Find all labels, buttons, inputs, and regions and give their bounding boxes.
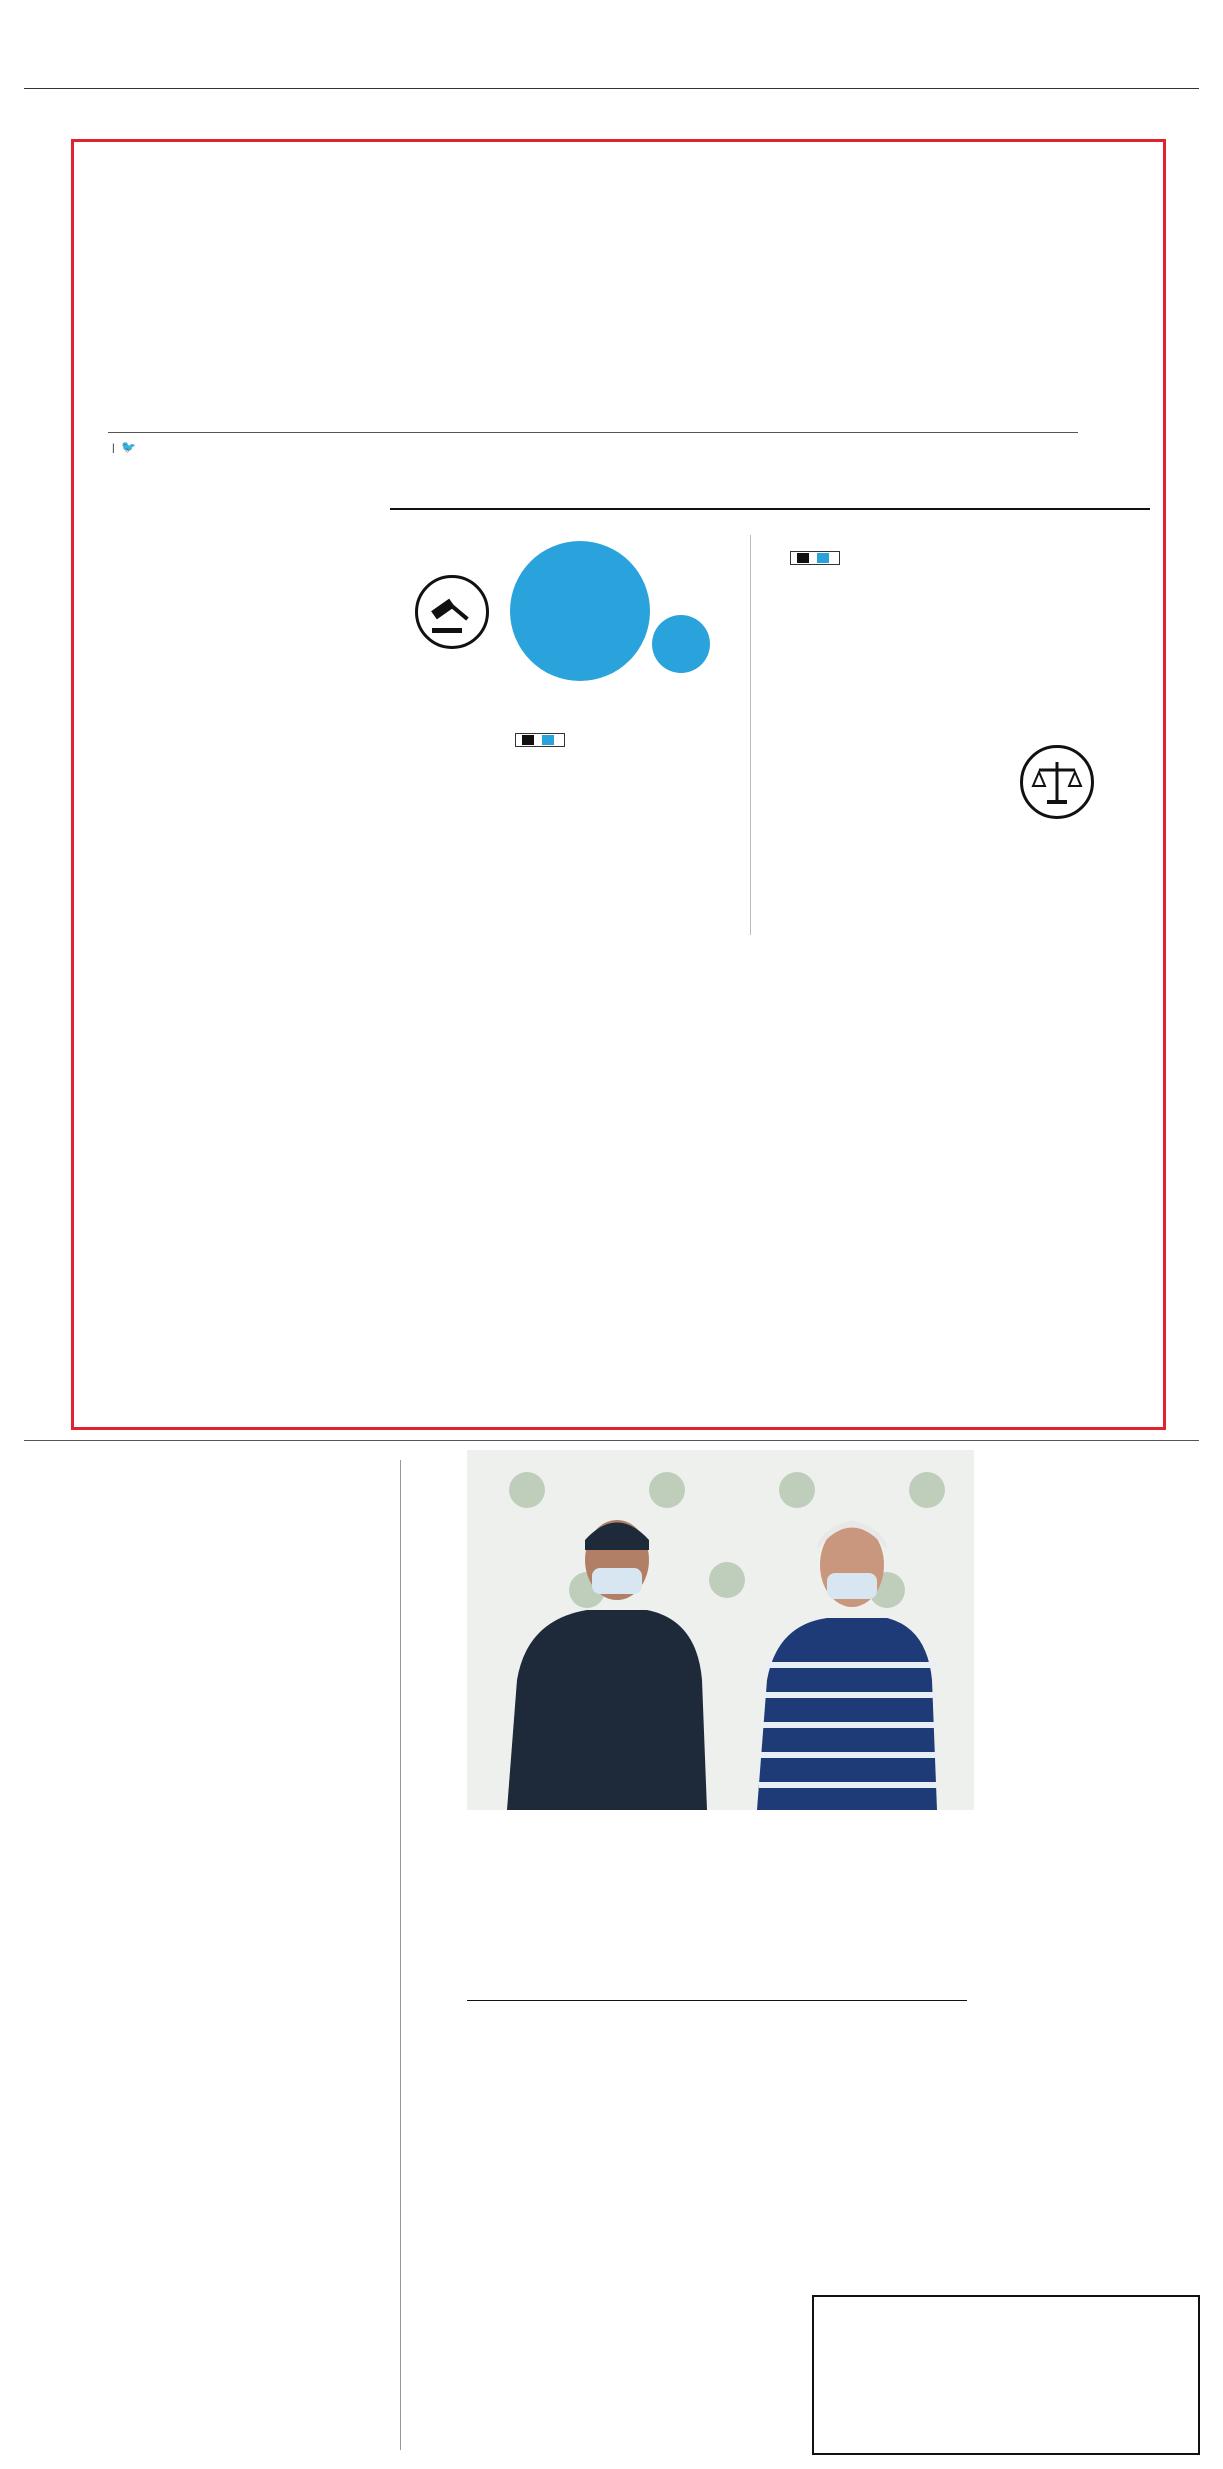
legend-swatch-2020 <box>542 735 554 745</box>
main-column-2 <box>390 958 582 966</box>
column-divider <box>400 1460 401 2450</box>
twitter-icon: 🐦 <box>121 440 137 454</box>
circle-2020 <box>652 615 710 673</box>
bar-chart-reclamos <box>765 577 1185 927</box>
rule-lower <box>24 1440 1199 1441</box>
legend-right <box>790 551 840 565</box>
circle-2019 <box>510 541 650 681</box>
section-divider <box>24 88 1199 89</box>
infographic-header <box>390 505 1150 510</box>
legend-swatch-2019 <box>797 553 809 563</box>
aborto-column-2 <box>205 1600 368 1606</box>
masthead <box>0 0 1223 140</box>
gavel-icon <box>415 575 489 649</box>
mahecha-summary <box>467 2000 967 2011</box>
legend-left <box>515 733 565 747</box>
bar-chart-derechos <box>390 755 740 945</box>
divider-vertical <box>750 535 751 935</box>
legend-swatch-2020 <box>817 553 829 563</box>
infographic <box>390 505 1190 945</box>
arrest-photo <box>467 1450 974 1810</box>
legal-notice <box>812 2295 1200 2455</box>
legend-swatch-2019 <box>522 735 534 745</box>
byline: | 🐦 <box>112 440 137 454</box>
scales-icon <box>1020 745 1094 819</box>
mahecha-column-4 <box>1012 1462 1200 1468</box>
byline-rule <box>108 432 1078 433</box>
